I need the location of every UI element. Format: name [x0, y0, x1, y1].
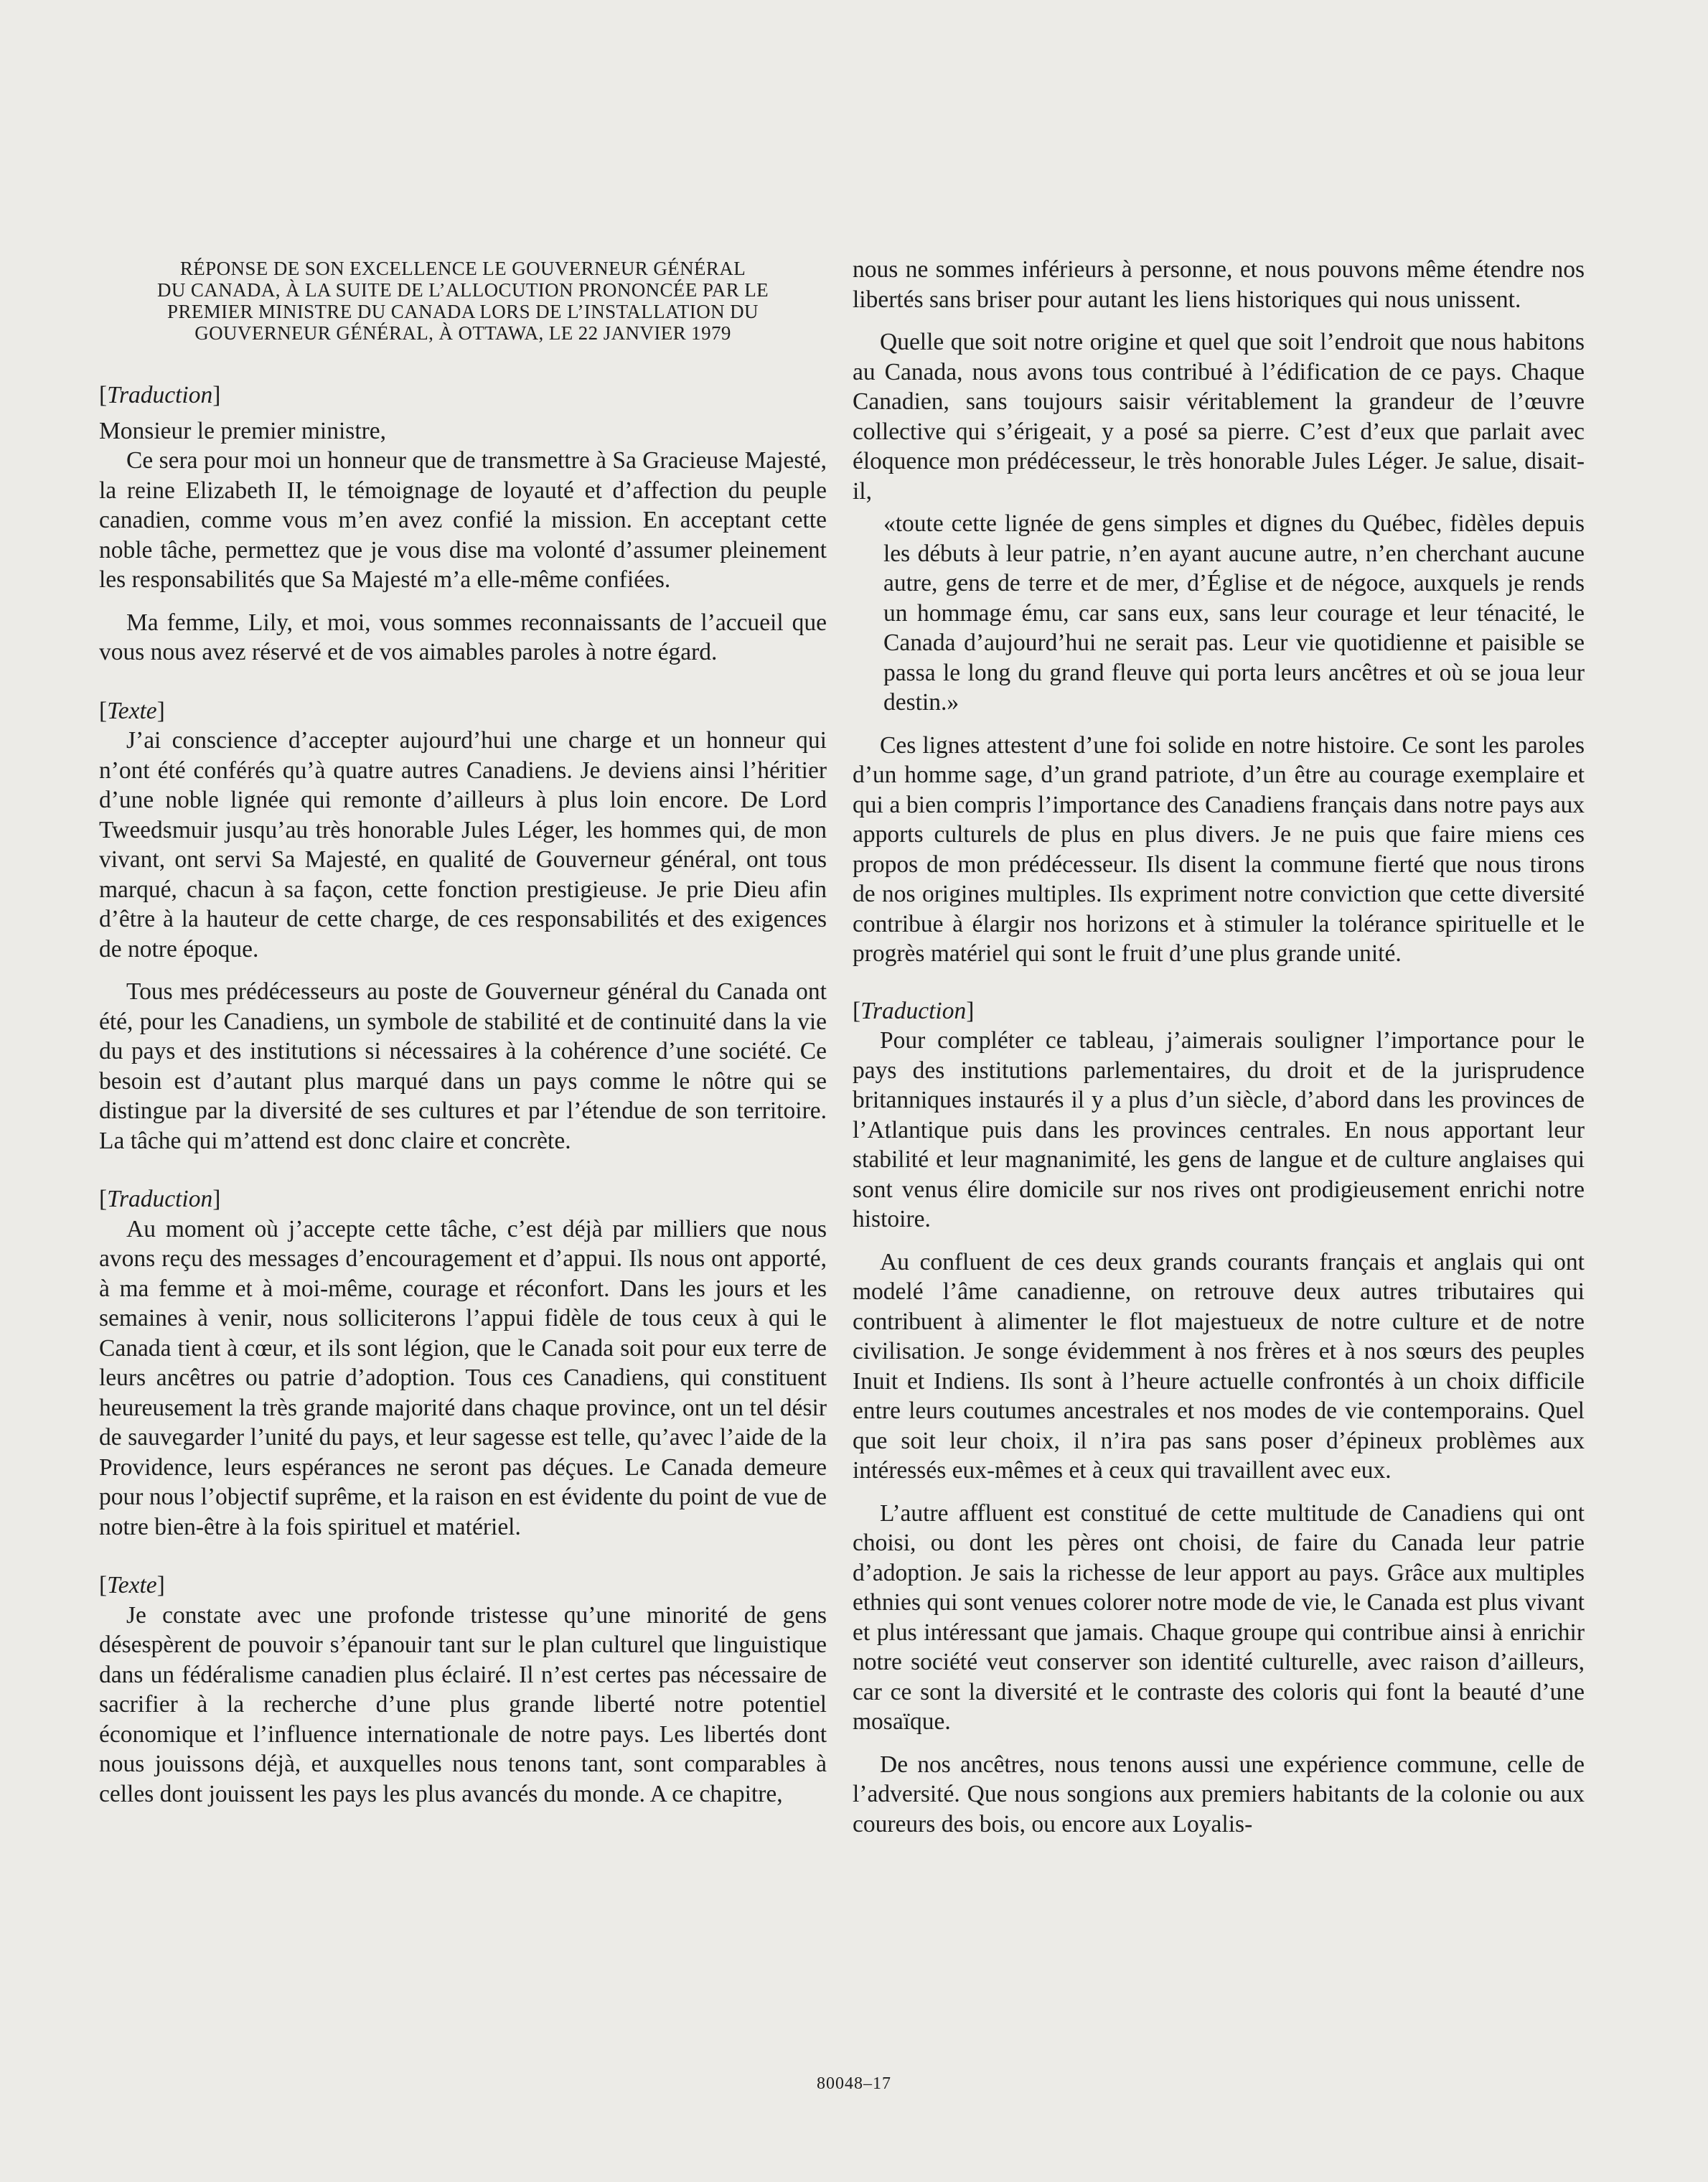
paragraph: Pour compléter ce tableau, j’aimerais souligner l’importance pour le pays des institutions parlementaires, du droit et de la jurisprudence britanniques instaurés il y a plus d’un siècle, d’abord dans les provinces de l’Atlantique puis dans les provinces centrales. En nous apportant leur stabilité et leur magnanimité, les gens de langue et de culture anglaises qui sont venus élire domicile sur nos rives ont prodigieusement enrichi notre histoire.: [853, 1027, 1585, 1232]
marker-label: Traduction: [107, 1186, 213, 1212]
paragraph: Ma femme, Lily, et moi, vous sommes reconnaissants de l’accueil que vous nous avez réservé et de vos aimables paroles à notre égard.: [99, 609, 827, 665]
title-line: DU CANADA, À LA SUITE DE L’ALLOCUTION PRONONCÉE PAR LE: [156, 279, 769, 301]
section-marker-texte: [Texte]: [99, 697, 165, 724]
marker-label: Traduction: [107, 382, 213, 408]
left-column: [99, 255, 827, 1809]
section-marker-texte: [Texte]: [99, 1572, 165, 1598]
paragraph: Ces lignes attestent d’une foi solide en notre histoire. Ce sont les paroles d’un homme sage, d’un grand patriote, d’un être au courage exemplaire et qui a bien compris l’importance des Canadiens français dans notre pays aux apports culturels de plus en plus divers. Je ne puis que faire miens ces propos de mon prédécesseur. Ils disent la commune fierté que nous tirons de nos origines multiples. Ils expriment notre conviction que cette diversité contribue à élargir nos horizons et à stimuler la tolérance spirituelle et le progrès matériel qui sont le fruit d’une plus grande unité.: [853, 731, 1585, 967]
right-column: [853, 255, 1585, 1839]
page-number: 80048–17: [817, 2074, 891, 2093]
salutation: Monsieur le premier ministre,: [99, 417, 387, 444]
paragraph: Tous mes prédécesseurs au poste de Gouverneur général du Canada ont été, pour les Canadiens, un symbole de stabilité et de continuité dans la vie du pays et des institutions si nécessaires à la cohérence d’une société. Ce besoin est d’autant plus marqué dans un pays comme le nôtre qui se distingue par la diversité de ses cultures et par l’étendue de son territoire. La tâche qui m’attend est donc claire et concrète.: [99, 978, 827, 1154]
paragraph: Je constate avec une profonde tristesse qu’une minorité de gens désespèrent de pouvoir s’épanouir tant sur le plan culturel que linguistique dans un fédéralisme canadien plus éclairé. Il n’est certes pas nécessaire de sacrifier à la recherche d’une plus grande liberté notre potentiel économique et l’influence internationale de notre pays. Les libertés dont nous jouissons déjà, et auxquelles nous tenons tant, sont comparables à celles dont jouissent les pays les plus avancés du monde. A ce chapitre,: [99, 1601, 827, 1807]
marker-label: Traduction: [860, 997, 967, 1024]
paragraph: Ce sera pour moi un honneur que de transmettre à Sa Gracieuse Majesté, la reine Elizabeth II, le témoignage de loyauté et d’affection du peuple canadien, comme vous m’en avez confié la mission. En acceptant cette noble tâche, permettez que je vous dise ma volonté d’assumer pleinement les responsabilités que Sa Majesté m’a elle-même confiées.: [99, 447, 827, 593]
block-quote: «toute cette lignée de gens simples et dignes du Québec, fidèles depuis les débuts à leur patrie, n’en ayant aucune autre, n’en cherchant aucune autre, gens de terre et de mer, d’Église et de négoce, auxquels je rends un hommage ému, car sans eux, sans leur courage et leur ténacité, le Canada d’aujourd’hui ne serait pas. Leur vie quotidienne et paisible se passa le long du grand fleuve qui porta leurs ancêtres et où se joua leur destin.»: [883, 510, 1585, 716]
title-line: PREMIER MINISTRE DU CANADA LORS DE L’INSTALLATION DU: [167, 301, 759, 322]
marker-label: Texte: [107, 1572, 157, 1598]
section-marker-traduction: [Traduction]: [99, 382, 221, 408]
paragraph: nous ne sommes inférieurs à personne, et nous pouvons même étendre nos libertés sans briser pour autant les liens historiques qui nous unissent.: [853, 256, 1585, 313]
paragraph: J’ai conscience d’accepter aujourd’hui une charge et un honneur qui n’ont été conférés qu’à quatre autres Canadiens. Je deviens ainsi l’héritier d’une noble lignée qui remonte d’ailleurs à plus loin encore. De Lord Tweedsmuir jusqu’au très honorable Jules Léger, les hommes qui, de mon vivant, ont servi Sa Majesté, en qualité de Gouverneur général, ont tous marqué, chacun à sa façon, cette fonction prestigieuse. Je prie Dieu afin d’être à la hauteur de cette charge, de ces responsabilités et des exigences de notre époque.: [99, 727, 827, 963]
paragraph: De nos ancêtres, nous tenons aussi une expérience commune, celle de l’adversité. Que nous songions aux premiers habitants de la colonie ou aux coureurs des bois, ou encore aux Loyalis-: [853, 1751, 1585, 1837]
marker-label: Texte: [107, 697, 157, 724]
title-line: GOUVERNEUR GÉNÉRAL, À OTTAWA, LE 22 JANVIER 1979: [194, 322, 731, 344]
title-line: RÉPONSE DE SON EXCELLENCE LE GOUVERNEUR GÉNÉRAL: [179, 258, 746, 279]
section-marker-traduction: [Traduction]: [853, 997, 975, 1024]
paragraph: Quelle que soit notre origine et quel que soit l’endroit que nous habitons au Canada, nous avons tous contribué à l’édification de ce pays. Chaque Canadien, sans toujours saisir véritablement la grandeur de l’œuvre collective qui s’érigeait, y a posé sa pierre. C’est d’eux que parlait avec éloquence mon prédécesseur, le très honorable Jules Léger. Je salue, disait-il,: [853, 329, 1585, 505]
paragraph: Au confluent de ces deux grands courants français et anglais qui ont modelé l’âme canadienne, on retrouve deux autres tributaires qui contribuent à alimenter le flot majestueux de notre culture et de notre civilisation. Je songe évidemment à nos frères et à nos sœurs des peuples Inuit et Indiens. Ils sont à l’heure actuelle confrontés à un choix difficile entre leurs coutumes ancestrales et nos modes de vie contemporains. Quel que soit leur choix, il n’ira pas sans poser d’épineux problèmes aux intéressés eux-mêmes et à ceux qui travaillent avec eux.: [853, 1248, 1585, 1484]
section-marker-traduction: [Traduction]: [99, 1186, 221, 1212]
paragraph: Au moment où j’accepte cette tâche, c’est déjà par milliers que nous avons reçu des messages d’encouragement et d’appui. Ils nous ont apporté, à ma femme et à moi-même, courage et réconfort. Dans les jours et les semaines à venir, nous solliciterons l’appui fidèle de tous ceux à qui le Canada tient à cœur, et ils sont légion, que le Canada soit pour eux terre de leurs ancêtres ou patrie d’adoption. Tous ces Canadiens, qui constituent heureusement la très grande majorité dans chaque province, ont un tel désir de sauvegarder l’unité du pays, et leur sagesse est telle, qu’avec l’aide de la Providence, leurs espérances ne seront pas déçues. Le Canada demeure pour nous l’objectif suprême, et la raison en est évidente du point de vue de notre bien-être à la fois spirituel et matériel.: [99, 1215, 827, 1540]
paragraph: L’autre affluent est constitué de cette multitude de Canadiens qui ont choisi, ou dont les pères ont choisi, de faire du Canada leur patrie d’adoption. Je sais la richesse de leur apport au pays. Grâce aux multiples ethnies qui sont venues colorer notre mode de vie, le Canada est plus vivant et plus intéressant que jamais. Chaque groupe qui contribue ainsi à enrichir notre société veut conserver son identité culturelle, avec raison d’ailleurs, car ce sont la diversité et le contraste des coloris qui font la beauté d’une mosaïque.: [853, 1499, 1585, 1735]
document-title: [99, 258, 827, 344]
